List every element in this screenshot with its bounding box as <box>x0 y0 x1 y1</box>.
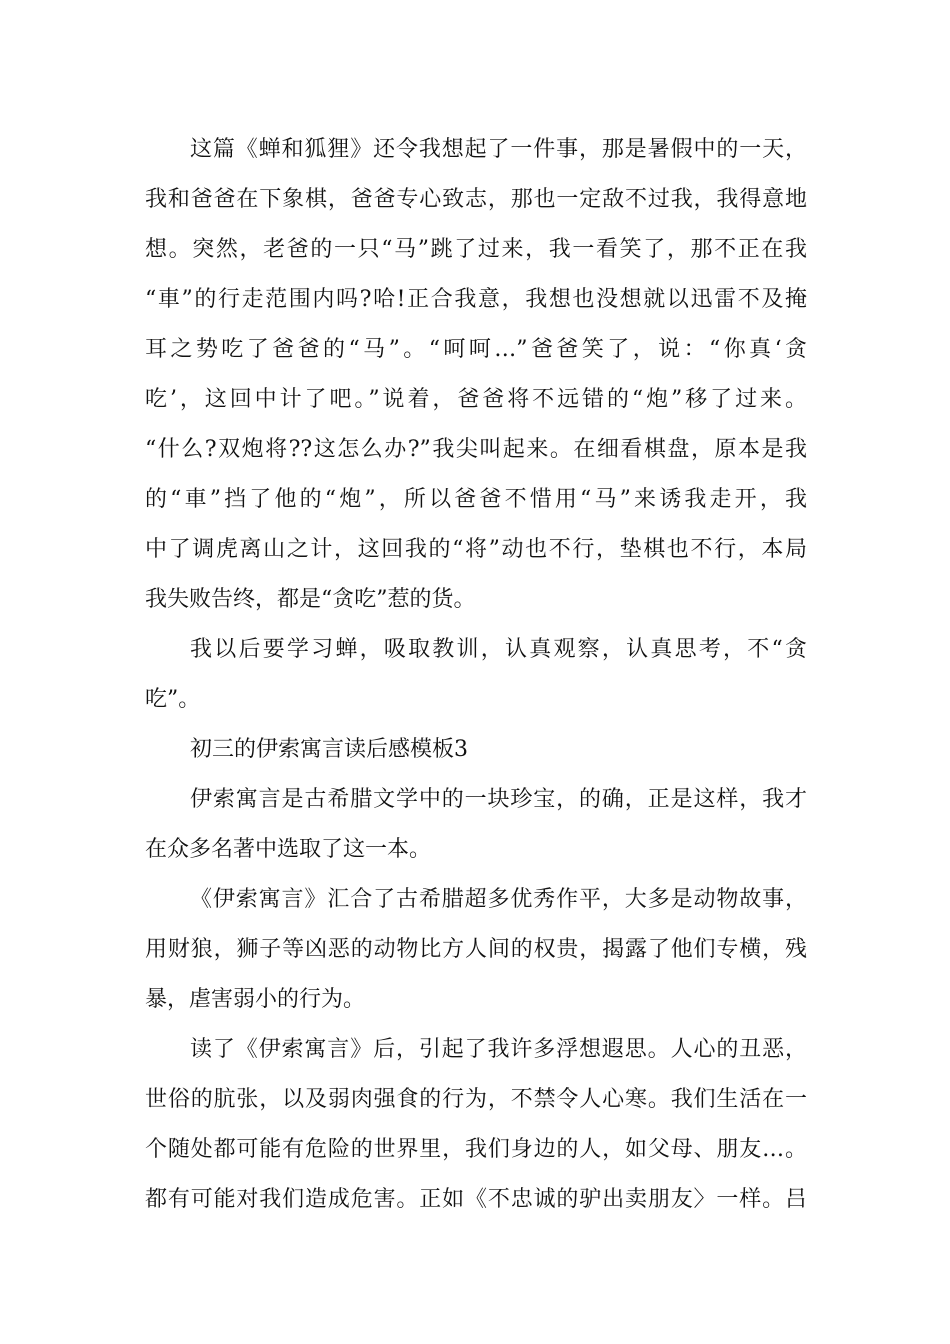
paragraph-line: 中了调虎离山之计，这回我的“将”动也不行，垫棋也不行，本局 <box>145 537 807 562</box>
paragraph-line: 都有可能对我们造成危害。正如《不忠诚的驴出卖朋友〉一样。吕 <box>145 1187 807 1212</box>
paragraph-line: 吃”。 <box>145 687 201 712</box>
paragraph-line: 我和爸爸在下象棋，爸爸专心致志，那也一定敌不过我，我得意地 <box>145 187 807 212</box>
paragraph-line: 暴，虐害弱小的行为。 <box>145 987 366 1012</box>
section-heading: 初三的伊索寓言读后感模板3 <box>190 737 468 762</box>
paragraph-line: 读了《伊索寓言》后，引起了我许多浮想遐思。人心的丑恶， <box>190 1037 807 1062</box>
paragraph-line: 伊索寓言是古希腊文学中的一块珍宝，的确，正是这样，我才 <box>190 787 807 812</box>
paragraph-line: 想。突然，老爸的一只“马”跳了过来，我一看笑了，那不正在我 <box>145 237 807 262</box>
paragraph-line: 我以后要学习蝉，吸取教训，认真观察，认真思考，不“贪 <box>190 637 807 662</box>
paragraph-line: “車”的行走范围内吗?哈!正合我意，我想也没想就以迅雷不及掩 <box>145 287 807 312</box>
paragraph-line: 世俗的肮张，以及弱肉强食的行为，不禁令人心寒。我们生活在一 <box>145 1087 807 1112</box>
paragraph-line: 吃’，这回中计了吧。”说着，爸爸将不远错的“炮”移了过来。 <box>145 387 807 412</box>
paragraph-line: 耳之势吃了爸爸的“马”。“呵呵…”爸爸笑了，说：“你真‘贪 <box>145 337 807 362</box>
paragraph-line: 个随处都可能有危险的世界里，我们身边的人，如父母、朋友…。 <box>145 1137 807 1162</box>
paragraph-line: 用财狼，狮子等凶恶的动物比方人间的权贵，揭露了他们专横，残 <box>145 937 807 962</box>
paragraph-line: 的“車”挡了他的“炮”，所以爸爸不惜用“马”来诱我走开，我 <box>145 487 807 512</box>
paragraph-line: 在众多名著中选取了这一本。 <box>145 837 432 862</box>
paragraph-line: “什么?双炮将??这怎么办?”我尖叫起来。在细看棋盘，原本是我 <box>145 437 807 462</box>
paragraph-line: 这篇《蝉和狐狸》还令我想起了一件事，那是暑假中的一天， <box>190 137 807 162</box>
paragraph-line: 《伊索寓言》汇合了古希腊超多优秀作平，大多是动物故事， <box>190 887 807 912</box>
paragraph-line: 我失败告终，都是“贪吃”惹的货。 <box>145 587 476 612</box>
